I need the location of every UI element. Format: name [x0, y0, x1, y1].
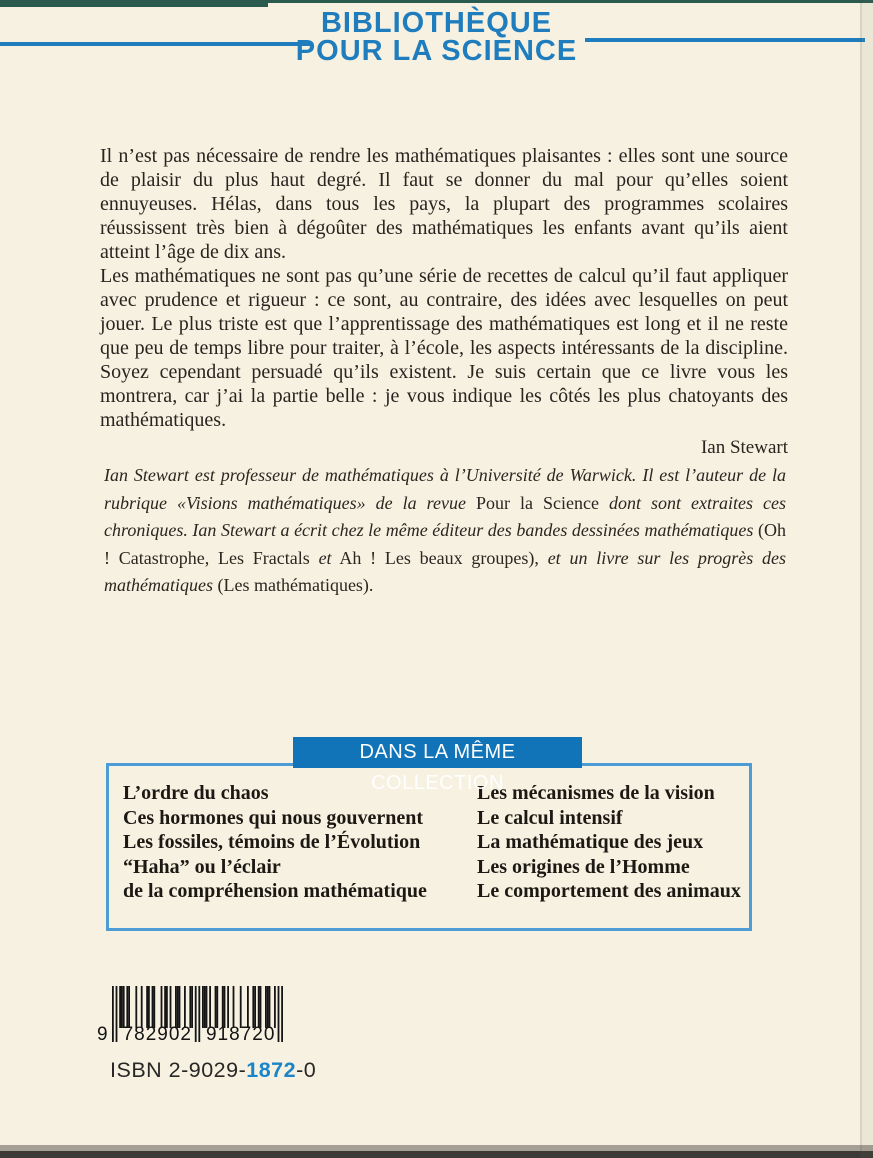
bio-segment: et un livre sur les progrès des mathématiques [104, 547, 786, 595]
header-line2: POUR LA SCIENCE [295, 35, 578, 67]
collection-titles-left [123, 781, 427, 904]
top-edge-strip-left [0, 0, 268, 7]
author-bio [104, 462, 786, 600]
header-line1: BIBLIOTHÈQUE [320, 7, 553, 39]
quote-paragraph: Les mathématiques ne sont pas qu’une série de recettes de calcul qu’il faut appliquer avec prudence et rigueur : ce sont, au contraire, des idées avec lesquelles on peut jouer. Le plus triste est que l’apprentissage des mathématiques est long et il ne reste que peu de temps libre pour traiter, à l’école, les aspects intéressants de la discipline. Soyez cependant persuadé qu’ils existent. Je suis certain que ce livre vous les montrera, car j’ai la partie belle : je vous indique les côtés les plus chatoyants des mathématiques. [100, 265, 788, 431]
book-title: Ces hormones qui nous gouvernent [123, 806, 424, 829]
bio-segment: Ah ! Les beaux groupes), [331, 547, 548, 568]
bio-segment: et [318, 547, 332, 568]
bottom-edge-dark [0, 1151, 873, 1158]
book-title: Le calcul intensif [477, 806, 623, 829]
bio-segment: (Les mathématiques). [217, 575, 374, 595]
book-title: Les fossiles, témoins de l’Évolution [123, 831, 421, 853]
collection-banner: DANS LA MÊME COLLECTION [293, 737, 582, 768]
barcode-group2: 918720 [205, 1024, 276, 1045]
book-title: L’ordre du chaos [123, 782, 269, 804]
collection-titles-right [477, 781, 741, 904]
book-title: Les mécanismes de la vision [477, 782, 715, 804]
bio-segment: Pour la Science [476, 492, 599, 513]
barcode-digits [97, 1024, 275, 1046]
book-title: Les origines de l’Homme [477, 855, 690, 878]
signature: Ian Stewart [700, 437, 788, 458]
book-title: de la compréhension mathématique [123, 880, 427, 902]
bio-segment: (Oh ! Catastrophe, Les Fractals [104, 520, 786, 568]
bio-segment: Ian Stewart est professeur de mathématiques à l’Université de Warwick. Il est l’auteur de la rubrique «Visions mathématiques» de la revue [104, 465, 786, 513]
collection-header [0, 9, 873, 65]
bio-segment: dont sont extraites ces chroniques. Ian Stewart a écrit chez le même éditeur des bandes dessinées mathématiques [104, 492, 786, 540]
isbn-highlight: 1872 [246, 1058, 297, 1082]
book-title: La mathématique des jeux [477, 831, 704, 853]
isbn-suffix: -0 [296, 1058, 317, 1082]
right-edge-line [860, 0, 862, 1158]
barcode-group1: 782902 [122, 1024, 192, 1045]
quote-block [100, 144, 788, 460]
book-title: “Haha” ou l’éclair [123, 855, 281, 878]
isbn-line [110, 1058, 316, 1083]
isbn-prefix: ISBN 2-9029- [110, 1058, 247, 1082]
quote-paragraph: Il n’est pas nécessaire de rendre les mathématiques plaisantes : elles sont une source de plaisir du plus haut degré. Il faut se donner du mal pour qu’elles soient ennuyeuses. Hélas, dans tous les pays, la plupart des programmes scolaires réussissent très bien à dégoûter des mathématiques les enfants avant qu’ils aient atteint l’âge de dix ans. [100, 145, 788, 263]
book-title: Le comportement des animaux [477, 880, 741, 902]
right-edge-zone [862, 0, 873, 1158]
quote-paragraphs [100, 144, 788, 432]
barcode-lead-digit: 9 [97, 1024, 109, 1045]
